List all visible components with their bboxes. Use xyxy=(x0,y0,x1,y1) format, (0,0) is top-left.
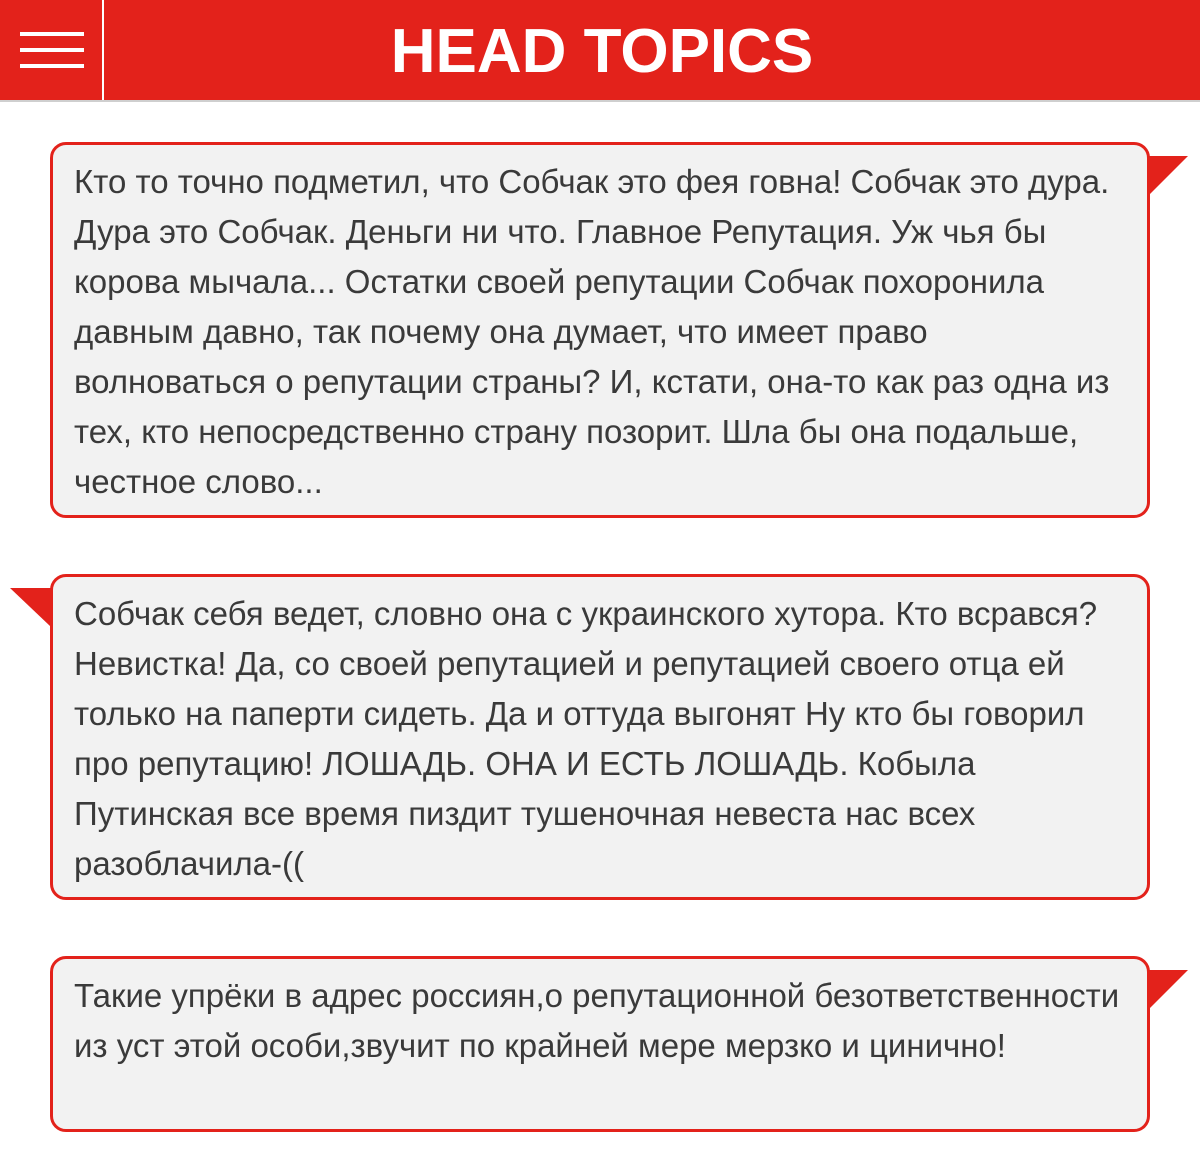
hamburger-menu-icon xyxy=(20,32,84,36)
hamburger-menu-button[interactable] xyxy=(0,0,104,100)
comment-bubble xyxy=(50,956,1150,1132)
hamburger-menu-icon-bar-3 xyxy=(20,64,84,68)
comment-bubble xyxy=(50,574,1150,900)
comment-text: Кто то точно подметил, что Собчак это фея говна! Собчак это дура. Дура это Собчак. Деньги ни что. Главное Репутация. Уж чья бы корова мычала... Остатки своей репутации Собчак похоронила давным давно, так почему она думает, что имеет право волноваться о репутации страны? И, кстати, она-то как раз одна из тех, кто непосредственно страну позорит. Шла бы она подальше, честное слово... xyxy=(74,163,1110,500)
hamburger-menu-icon-bar-2 xyxy=(20,48,84,52)
comment-text: Такие упрёки в адрес россиян,о репутационной безответственности из уст этой особи,звучит по крайней мере мерзко и цинично! xyxy=(74,977,1120,1064)
site-logo-title[interactable]: HEAD TOPICS xyxy=(390,17,814,86)
comment-bubble xyxy=(50,142,1150,518)
comment-text: Собчак себя ведет, словно она с украинского хутора. Кто всрався? Невистка! Да, со своей репутацией и репутацией своего отца ей только на паперти сидеть. Да и оттуда выгонят Ну кто бы говорил про репутацию! ЛОШАДЬ. ОНА И ЕСТЬ ЛОШАДЬ. Кобыла Путинская все время пиздит тушеночная невеста нас всех разоблачила-(( xyxy=(74,595,1098,882)
site-header xyxy=(0,0,1200,102)
